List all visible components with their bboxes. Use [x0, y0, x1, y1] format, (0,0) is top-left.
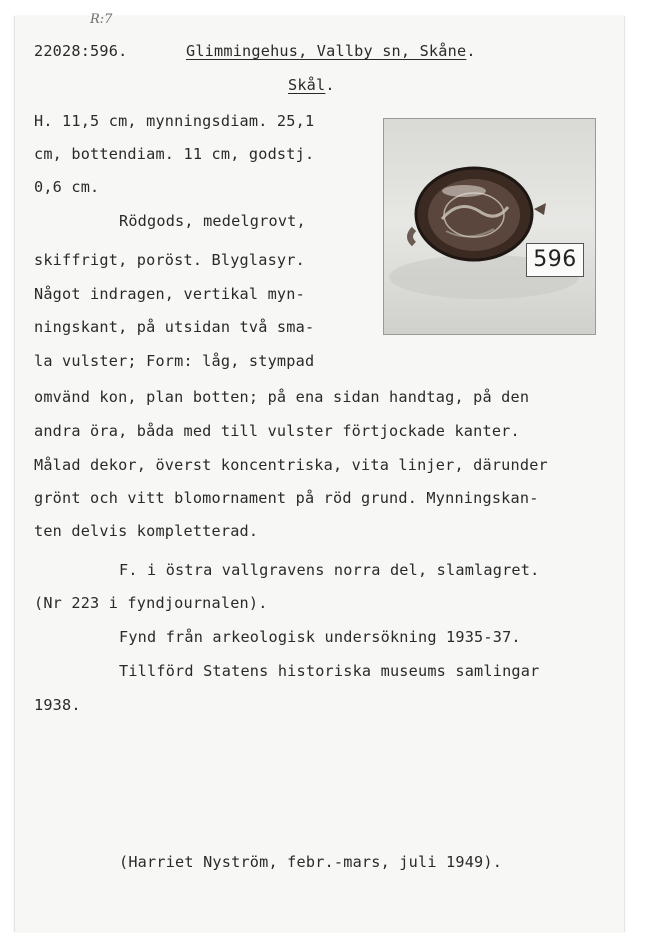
- text-line: (Nr 223 i fyndjournalen).: [34, 594, 268, 612]
- text-line: ningskant, på utsidan två sma-: [34, 318, 315, 336]
- object-type-period: .: [325, 76, 335, 94]
- text-line: la vulster; Form: låg, stympad: [34, 352, 315, 370]
- text-line: Fynd från arkeologisk undersökning 1935-37.: [119, 628, 521, 646]
- text-line: 0,6 cm.: [34, 178, 100, 196]
- photo-number-label: 596: [526, 243, 584, 277]
- bowl-photo-drawing: [384, 119, 595, 334]
- find-location-period: .: [466, 42, 476, 60]
- text-line: cm, bottendiam. 11 cm, godstj.: [34, 145, 315, 163]
- pencil-mark: R:7: [90, 12, 113, 27]
- text-line: Tillförd Statens historiska museums samlingar: [119, 662, 540, 680]
- text-line: Något indragen, vertikal myn-: [34, 285, 305, 303]
- find-location: [186, 42, 476, 60]
- text-line: Rödgods, medelgrovt,: [119, 212, 306, 230]
- text-line: ten delvis kompletterad.: [34, 522, 259, 540]
- text-line: omvänd kon, plan botten; på ena sidan handtag, på den: [34, 388, 530, 406]
- object-photo: [383, 118, 596, 335]
- text-line: 1938.: [34, 696, 81, 714]
- signature-line: (Harriet Nyström, febr.-mars, juli 1949).: [119, 853, 503, 871]
- text-line: F. i östra vallgravens norra del, slamlagret.: [119, 561, 540, 579]
- find-location-text: Glimmingehus, Vallby sn, Skåne: [186, 42, 467, 60]
- object-type-text: Skål: [288, 76, 326, 94]
- text-line: skiffrigt, poröst. Blyglasyr.: [34, 251, 305, 269]
- catalog-number: 22028:596.: [34, 42, 128, 60]
- text-line: andra öra, båda med till vulster förtjockade kanter.: [34, 422, 520, 440]
- text-line: Målad dekor, överst koncentriska, vita linjer, därunder: [34, 456, 548, 474]
- text-line: grönt och vitt blomornament på röd grund. Mynningskan-: [34, 489, 539, 507]
- text-line: H. 11,5 cm, mynningsdiam. 25,1: [34, 112, 315, 130]
- object-type: [288, 76, 335, 94]
